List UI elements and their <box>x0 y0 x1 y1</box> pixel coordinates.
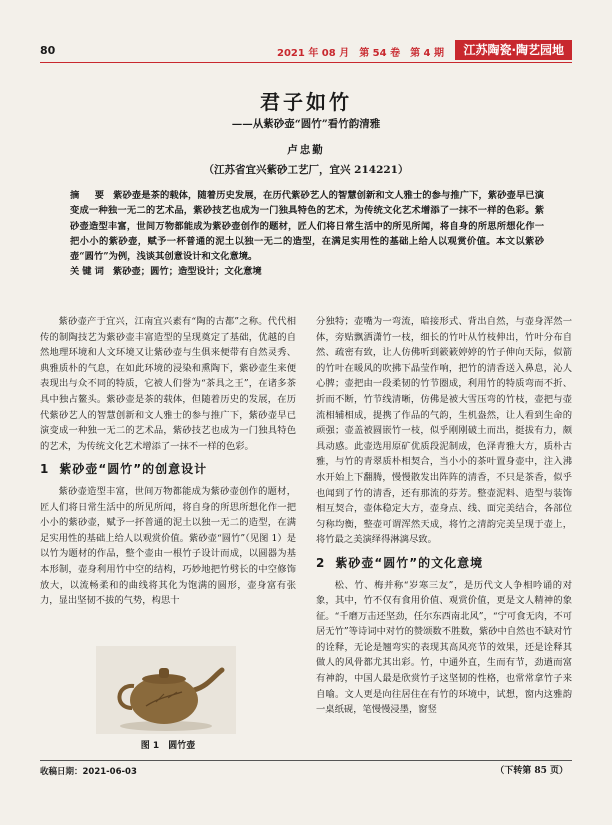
received-date: 收稿日期：2021-06-03 <box>40 767 137 777</box>
section-2-paragraph: 松、竹、梅并称“岁寒三友”，是历代文人争相吟诵的对象，其中，竹不仅有食用价值、观赏价值，更是文人精神的象征。“千磨万击还坚劲，任尔东西南北风”，“宁可食无肉，不可居无竹”等诗词中对竹的赞颂数不胜数，紫砂中自然也不缺对竹的诠释，无论是翘弯实的表现其高风亮节的效果，还是诠释其做人的风骨都尤其出彩。竹，中通外直，生而有节，劲遒而富有神韵，中国人最是欣赏竹子这坚韧的性格，也常常拿竹子来自喻。文人更是向往居住在有竹的环境中，试想，窗内这雅韵一桌纸砚，笔慢慢浸墨，窗竖 <box>316 579 572 716</box>
article-subtitle: ——从紫砂壶“圆竹”看竹韵清雅 <box>231 118 381 130</box>
right-column <box>316 314 572 718</box>
journal-banner: 江苏陶瓷·陶艺园地 <box>455 40 572 60</box>
article-author: 卢忠勤 <box>287 144 325 156</box>
article-title: 君子如竹 <box>260 90 352 114</box>
section-2-title: 紫砂壶“圆竹”的文化意境 <box>335 555 484 570</box>
abstract-label: 摘 要 <box>70 190 108 201</box>
issue-info: 2021 年 08 月 第 54 卷 第 4 期 <box>277 48 444 59</box>
figure-caption: 图 1 圆竹壶 <box>140 741 196 751</box>
page-number: 80 <box>40 44 56 57</box>
section-2-number: 2 <box>316 555 326 570</box>
keywords-text: 紫砂壶；圆竹；造型设计；文化意境 <box>112 266 262 278</box>
section-1-title: 紫砂壶“圆竹”的创意设计 <box>59 462 208 477</box>
abstract-paragraph <box>70 188 544 264</box>
author-affiliation: （江苏省宜兴紫砂工艺厂，宜兴 214221） <box>203 164 409 176</box>
intro-paragraph: 紫砂壶产于宜兴，江南宜兴素有“陶的古都”之称。代代相传的制陶技艺为紫砂壶丰富造型的呈现奠定了基础，优越的自然地理环境和人文环境又让紫砂壶与生俱来便带有自然灵秀、典雅质朴的气息，在如此环境的浸染和熏陶下，紫砂壶生来便表现出与众不同的特质，它被人们誉为“茶具之王”，在诸多茶具中独占鳌头。紫砂壶是茶的载体，但随着历史的发展，在历代紫砂艺人的智慧创新和文人雅士的参与推广下，紫砂壶早已演变成一种独一无二的艺术品，紫砂技艺也成为一门独具特色的艺术，为传统文化艺术增添了一抹不一样的色彩。 <box>40 316 296 452</box>
continued-note: （下转第 85 页） <box>495 766 568 776</box>
abstract-block <box>70 188 544 280</box>
section-1-heading <box>40 462 296 478</box>
right-paragraph-1: 分独特；壶嘴为一弯流，暗接形式、背出自然，与壶身浑然一体，旁贴飘洒潇竹一枝，细长的竹叶从竹枝伸出，竹叶分布自然、疏密有致，让人仿佛听到簌簌婷婷的竹子伸向天际，似箭的竹叶在暖风的吹拂下晶莹作响，把竹的清香送入鼻息，沁人心脾；壶把由一段柔韧的竹节圈成，利用竹的特质弯而不折、折而不断，竹节线清晰，仿佛是被大雪压弯的竹枝，壶把与壶流相辅相成，提携了作品的气韵，生机盎然，让人看到生命的顽强；壶盖被圆嵌竹一枝，似乎刚刚破土而出，挺拔有力，颇具动感。此壶选用原矿优质段泥制成，色泽青雅大方，质朴古雅，与竹的青翠质朴相契合，当小小的茶叶置身壶中，注入沸水开始上下翻腾，慢慢散发出阵阵的清香，不只是茶香，似乎也闻到了竹的清香，还有那流的芬芳。整壶泥料、造型与装饰相互契合，壶体稳定大方，壶身点、线、面完美结合，各部位匀称均衡，整壶可谓浑然天成，将竹之清韵完美呈现于壶上，将竹最之美演绎得淋漓尽致。 <box>316 316 572 546</box>
section-1-number: 1 <box>40 462 50 477</box>
teapot-illustration <box>96 646 236 734</box>
section-1-paragraph: 紫砂壶造型丰富，世间万物都能成为紫砂壶创作的题材，匠人们将日常生活中的所见所闻，将自身的所思所想化作一把小小的紫砂壶，赋予一抔普通的泥土以独一无二的造型，在满足实用性的基础上给人以观赏价值。紫砂壶“圆竹”（见图 1）是以竹为题材的作品，整个壶由一根竹子设计而成，以圆器为基本形制，壶身利用竹中空的结构，巧妙地把竹劈长的中空修饰放大，以流畅柔和的曲线将其化为饱满的圆形，壶身富有张力，显出坚韧不拔的气势，构思十 <box>40 485 296 607</box>
page-header <box>40 40 572 63</box>
left-column <box>40 314 296 609</box>
section-2-heading <box>316 556 572 572</box>
keywords-label: 关键词 <box>70 266 107 278</box>
teapot-figure <box>96 646 236 734</box>
keywords-line <box>70 264 544 279</box>
abstract-text: 紫砂壶是茶的载体，随着历史发展，在历代紫砂艺人的智慧创新和文人雅士的参与推广下，紫砂壶早已演变成一种独一无二的艺术品，紫砂技艺也成为一门独具特色的艺术，为传统文化艺术增添了一抹不一样的色彩。紫砂壶造型丰富，世间万物都能成为紫砂壶创作的题材，匠人们将日常生活中的所见所闻，将自身的所思所想化作一把小小的紫砂壶，赋予一杯普通的泥土以独一无二的造型，在满足实用性的基础上给人以观赏价值。本文以紫砂壶“圆竹”为例，浅谈其创意设计和文化意境。 <box>70 190 544 263</box>
footer-divider <box>40 760 572 761</box>
